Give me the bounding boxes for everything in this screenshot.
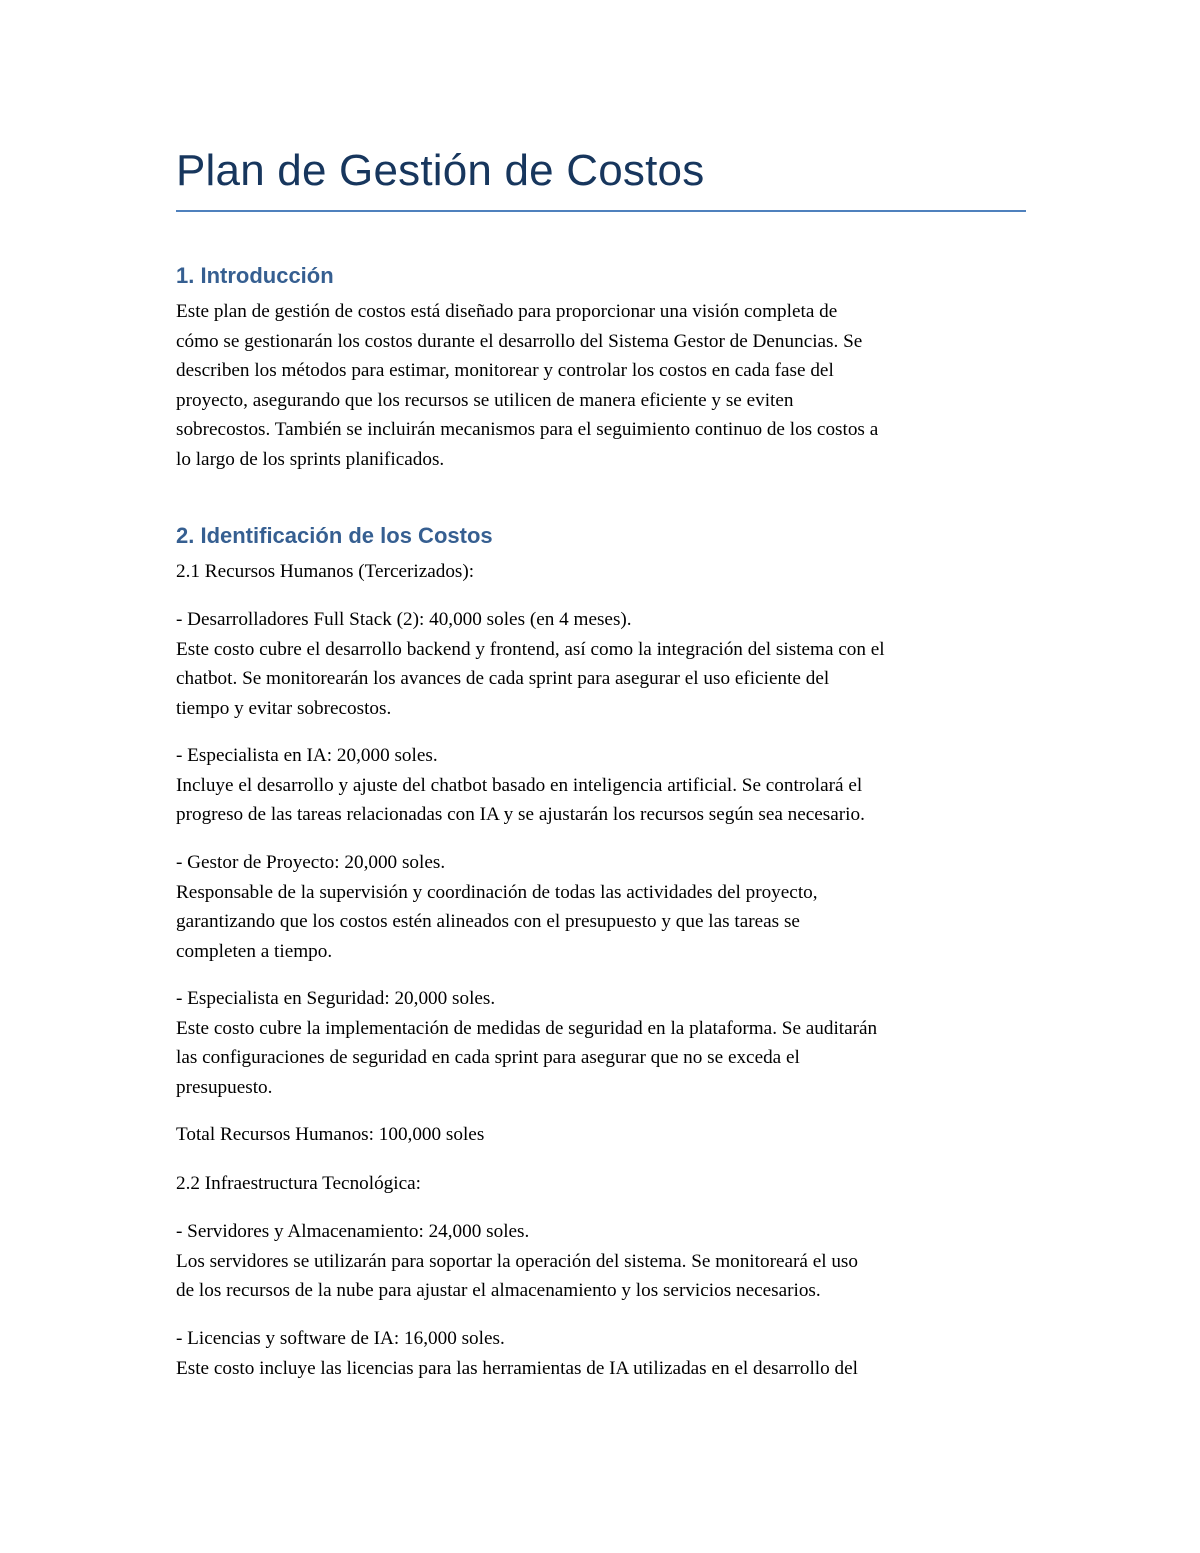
cost-item-servidores [176,1217,1026,1306]
intro-paragraph [176,297,1026,475]
text-line: Este costo incluye las licencias para las herramientas de IA utilizadas en el desarrollo del [176,1357,858,1379]
text-line: describen los métodos para estimar, monitorear y controlar los costos en cada fase del [176,360,834,382]
infra-subheading: 2.2 Infraestructura Tecnológica: [176,1173,421,1194]
text-line: proyecto, asegurando que los recursos se utilicen de manera eficiente y se eviten [176,389,794,411]
text-line: Responsable de la supervisión y coordinación de todas las actividades del proyecto, [176,881,818,903]
rrhh-subheading: 2.1 Recursos Humanos (Tercerizados): [176,561,475,582]
text-line: tiempo y evitar sobrecostos. [176,697,392,719]
text-line: presupuesto. [176,1076,273,1098]
text-line: chatbot. Se monitorearán los avances de cada sprint para asegurar el uso eficiente del [176,668,830,690]
cost-item-title: - Licencias y software de IA: 16,000 soles. [176,1328,505,1349]
text-line: Este plan de gestión de costos está diseñado para proporcionar una visión completa de [176,301,838,322]
heading-identificacion: 2. Identificación de los Costos [176,523,493,548]
document-title: Plan de Gestión de Costos [176,146,705,195]
cost-item-gestor [176,848,1026,966]
cost-item-title: - Desarrolladores Full Stack (2): 40,000 soles (en 4 meses). [176,609,632,630]
text-line: Este costo cubre el desarrollo backend y frontend, así como la integración del sistema con el [176,638,885,660]
text-line: garantizando que los costos estén alineados con el presupuesto y que las tareas se [176,911,800,933]
text-line: cómo se gestionarán los costos durante el desarrollo del Sistema Gestor de Denuncias. Se [176,330,863,352]
text-line: progreso de las tareas relacionadas con IA y se ajustarán los recursos según sea necesario. [176,804,865,826]
cost-item-title: - Especialista en IA: 20,000 soles. [176,745,438,766]
text-line: completen a tiempo. [176,940,333,962]
text-line: Este costo cubre la implementación de medidas de seguridad en la plataforma. Se auditarán [176,1017,878,1039]
cost-item-seguridad [176,984,1026,1102]
cost-item-especialista-ia [176,741,1026,830]
cost-item-title: - Servidores y Almacenamiento: 24,000 soles. [176,1221,530,1242]
text-line: lo largo de los sprints planificados. [176,448,445,470]
text-line: sobrecostos. También se incluirán mecanismos para el seguimiento continuo de los costos a [176,419,879,441]
text-line: Los servidores se utilizarán para soportar la operación del sistema. Se monitoreará el uso [176,1250,858,1272]
text-line: de los recursos de la nube para ajustar el almacenamiento y los servicios necesarios. [176,1280,821,1302]
text-line: Incluye el desarrollo y ajuste del chatbot basado en inteligencia artificial. Se controlará el [176,774,863,796]
total-recursos-humanos: Total Recursos Humanos: 100,000 soles [176,1124,485,1145]
cost-item-title: - Especialista en Seguridad: 20,000 soles. [176,988,496,1009]
heading-introduccion: 1. Introducción [176,263,334,288]
cost-item-desarrolladores [176,605,1026,723]
cost-item-title: - Gestor de Proyecto: 20,000 soles. [176,852,446,873]
title-underline [176,210,1026,212]
text-line: las configuraciones de seguridad en cada sprint para asegurar que no se exceda el [176,1047,800,1069]
cost-item-licencias [176,1324,1026,1383]
